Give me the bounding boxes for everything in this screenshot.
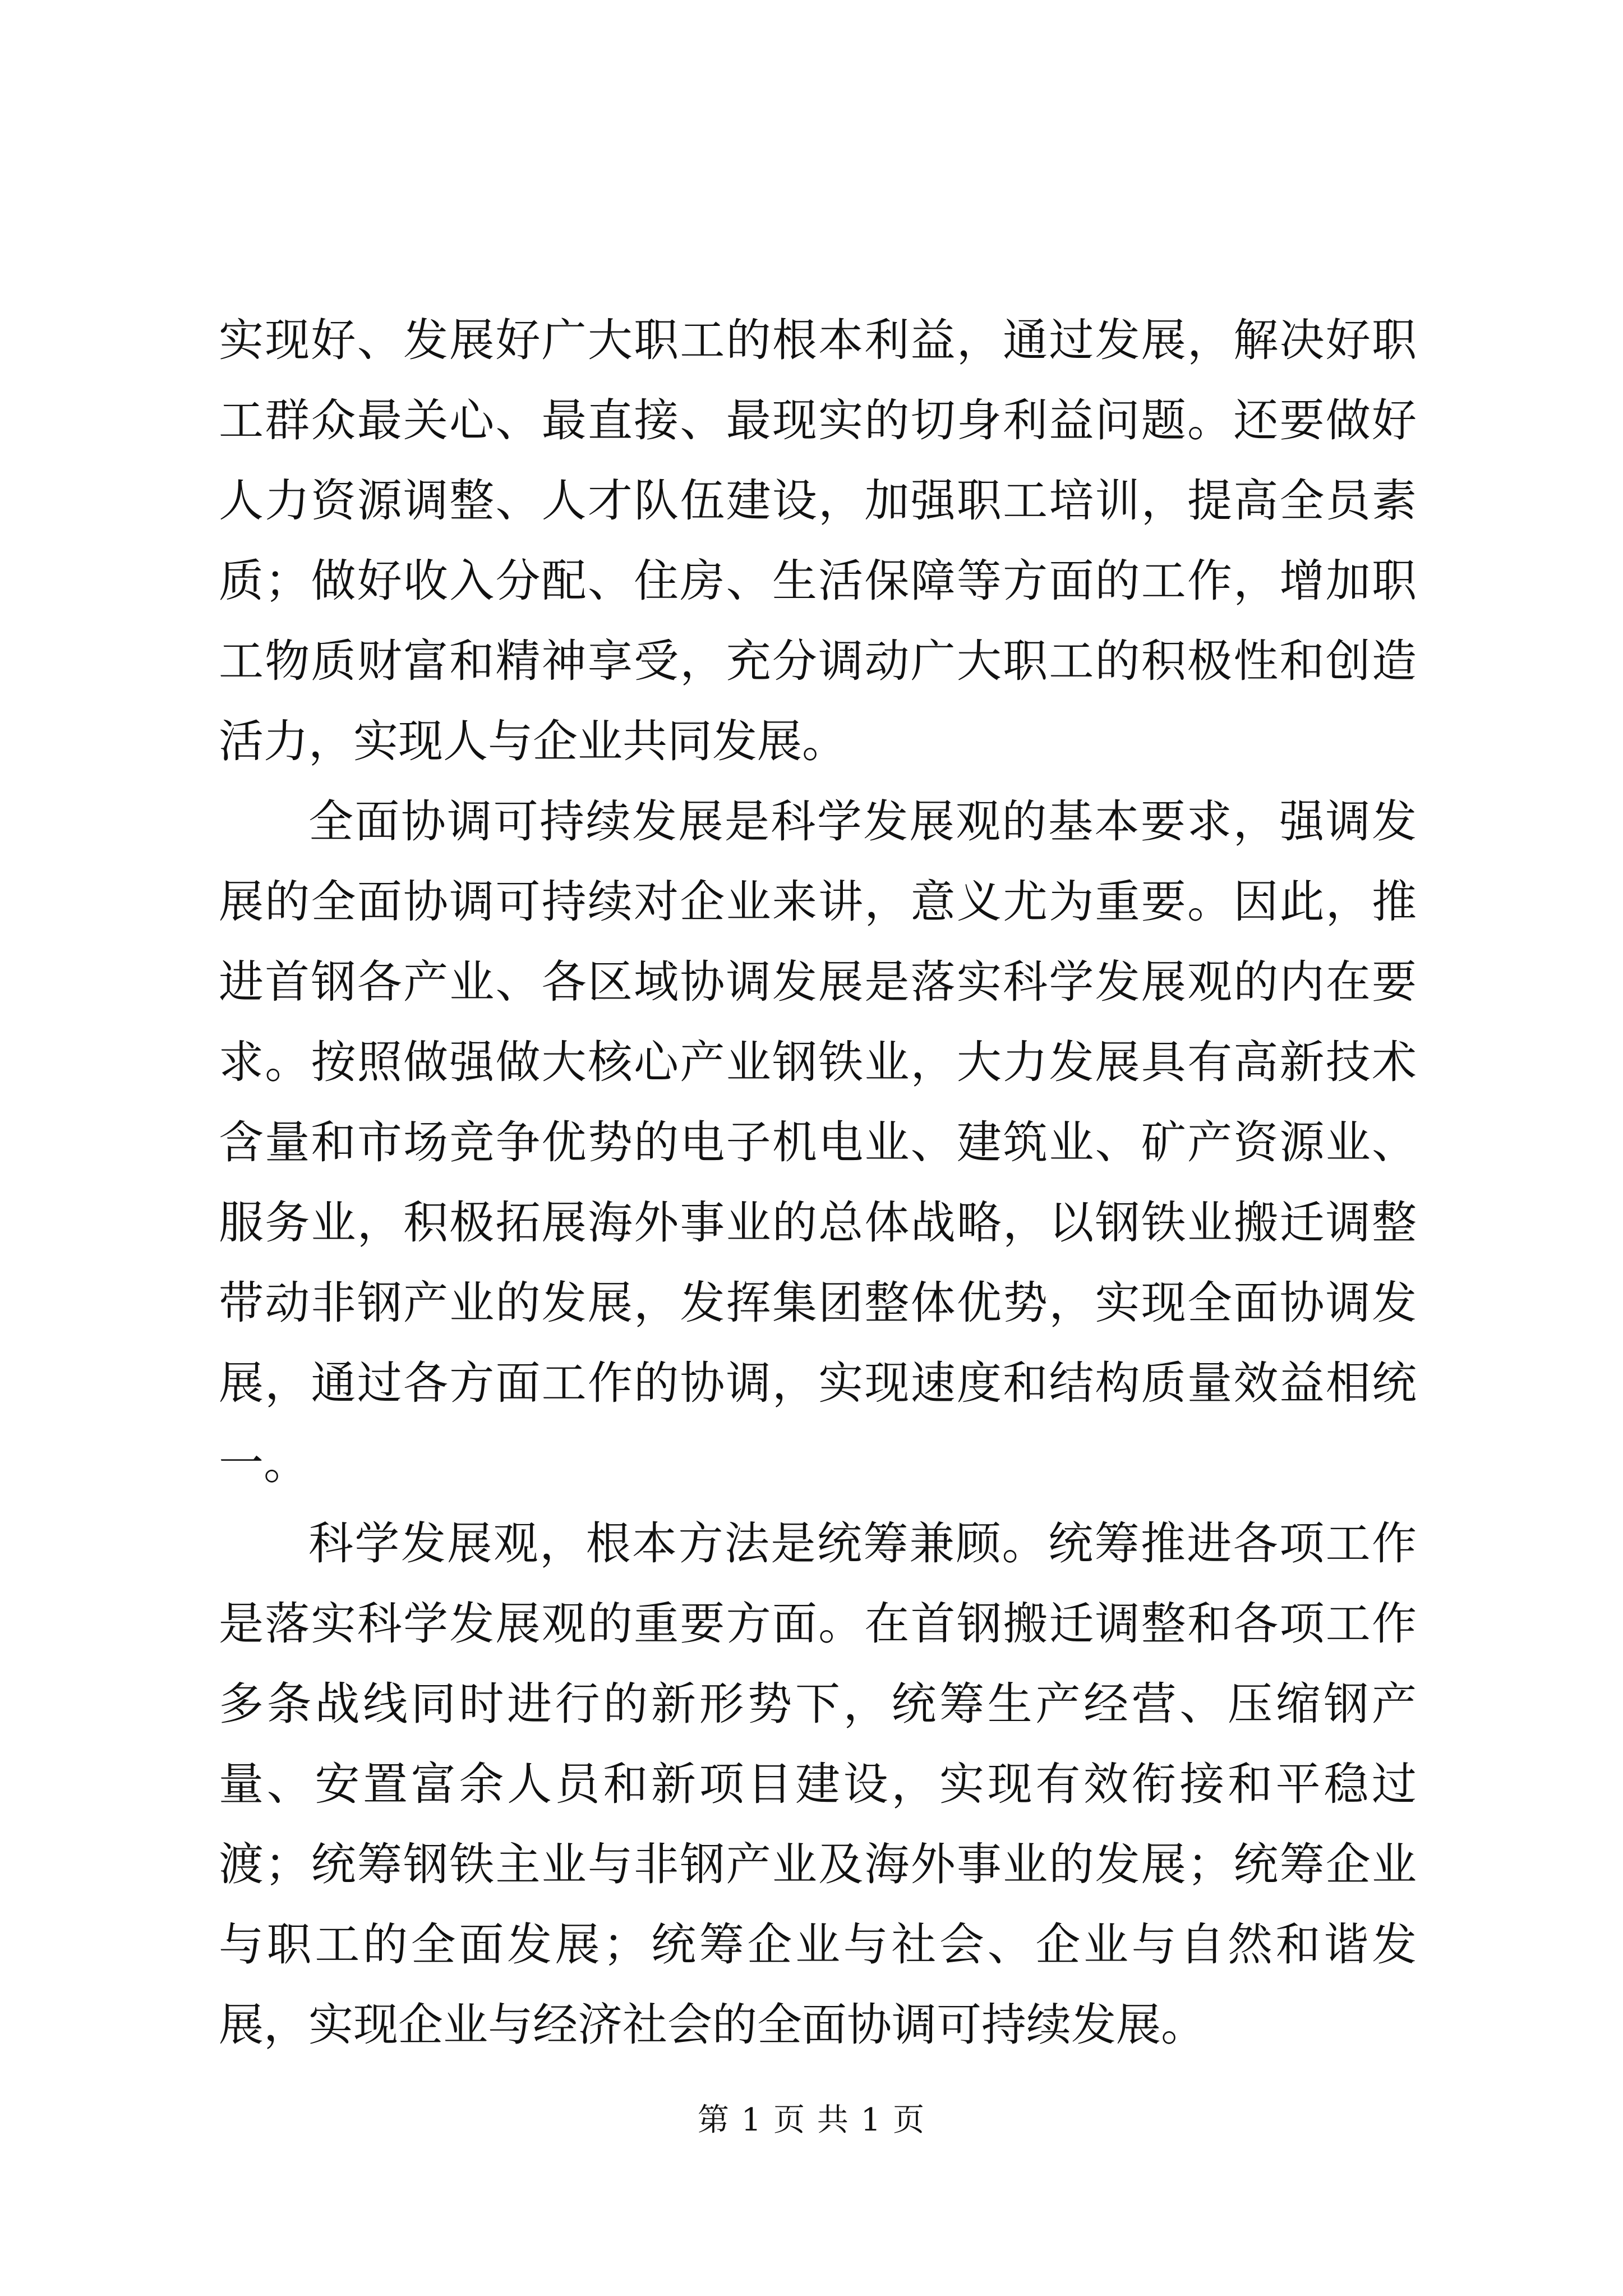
paragraph-coordinated-development: 全面协调可持续发展是科学发展观的基本要求，强调发展的全面协调可持续对企业来讲，意义尤为重要。因此，推进首钢各产业、各区域协调发展是落实科学发展观的内在要求。按照做强做大核心产业钢铁业，大力发展具有高新技术含量和市场竞争优势的电子机电业、建筑业、矿产资源业、服务业，积极拓展海外事业的总体战略，以钢铁业搬迁调整带动非钢产业的发展，发挥集团整体优势，实现全面协调发展，通过各方面工作的协调，实现速度和结构质量效益相统一。	[219, 795, 1417, 1489]
paragraph-continuation: 实现好、发展好广大职工的根本利益，通过发展，解决好职工群众最关心、最直接、最现实的切身利益问题。还要做好人力资源调整、人才队伍建设，加强职工培训，提高全员素质；做好收入分配、住房、生活保障等方面的工作，增加职工物质财富和精神享受，充分调动广大职工的积极性和创造活力，实现人与企业共同发展。	[219, 314, 1417, 767]
paragraph-overall-planning: 科学发展观，根本方法是统筹兼顾。统筹推进各项工作是落实科学发展观的重要方面。在首钢搬迁调整和各项工作多条战线同时进行的新形势下，统筹生产经营、压缩钢产量、安置富余人员和新项目建设，实现有效衔接和平稳过渡；统筹钢铁主业与非钢产业及海外事业的发展；统筹企业与职工的全面发展；统筹企业与社会、企业与自然和谐发展，实现企业与经济社会的全面协调可持续发展。	[219, 1517, 1417, 2051]
page-footer: 第 1 页 共 1 页	[697, 2102, 926, 2138]
document-body	[219, 300, 1417, 2065]
